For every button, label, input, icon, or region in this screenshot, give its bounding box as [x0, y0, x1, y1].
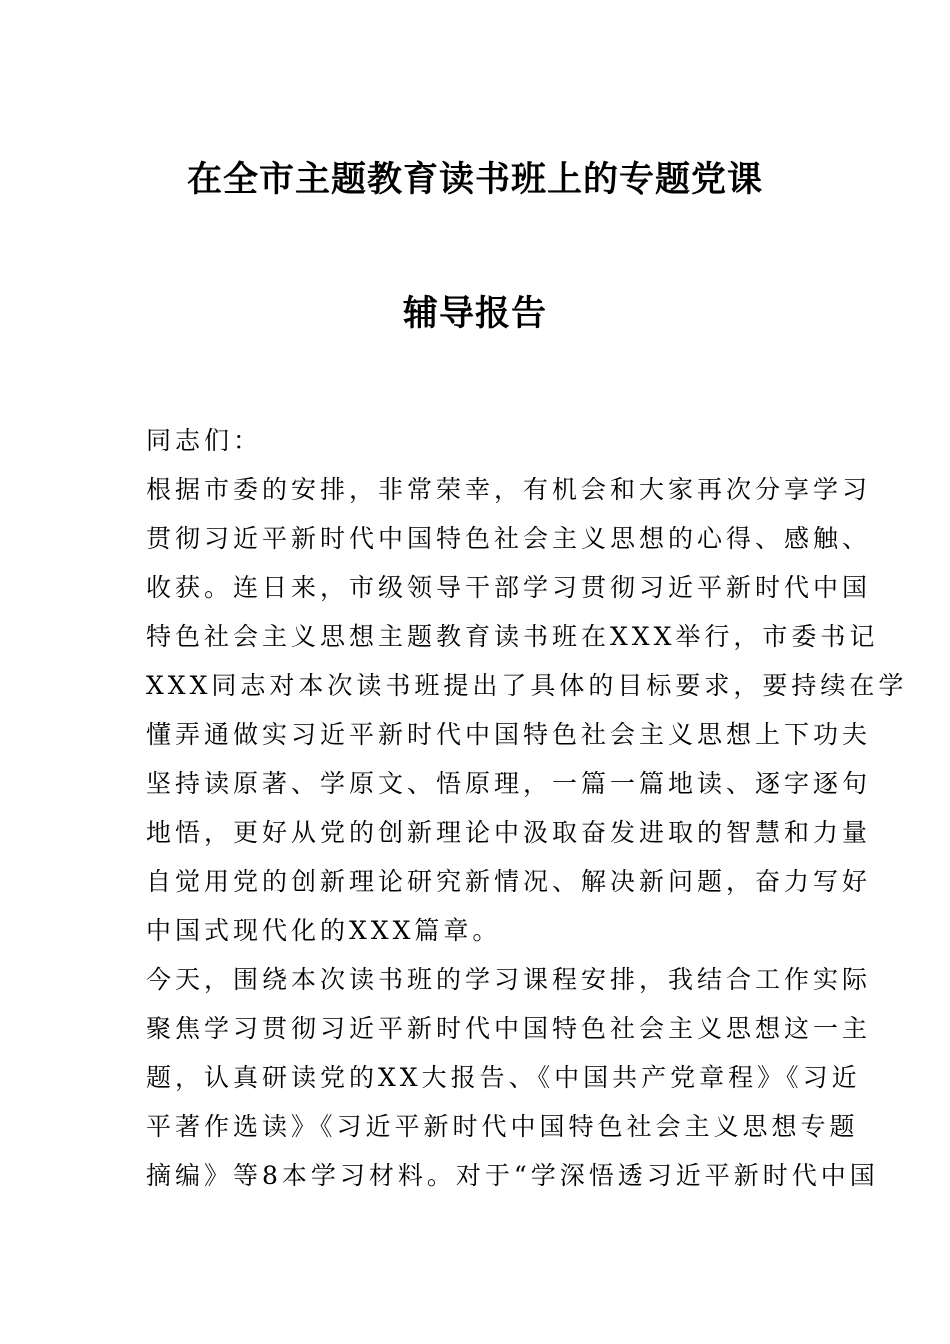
paragraph-1-line: 坚持读原著、学原文、悟原理，一篇一篇地读、逐字逐句 — [146, 769, 872, 798]
paragraph-1 — [146, 465, 908, 955]
document-title-line-1: 在全市主题教育读书班上的专题党课 — [186, 160, 763, 200]
paragraph-2-line: 今天，围绕本次读书班的学习课程安排，我结合工作实际 — [146, 965, 872, 994]
paragraph-1-line: 特色社会主义思想主题教育读书班在XXX举行，市委书记 — [146, 622, 879, 651]
paragraph-1-line: 收获。连日来，市级领导干部学习贯彻习近平新时代中国 — [146, 573, 872, 602]
paragraph-1-line: 中国式现代化的XXX篇章。 — [146, 916, 502, 945]
paragraph-1-line: 地悟，更好从党的创新理论中汲取奋发进取的智慧和力量 — [146, 818, 872, 847]
document-title-line-2: 辅导报告 — [402, 294, 547, 334]
salutation — [146, 416, 806, 465]
paragraph-1-line: 自觉用党的创新理论研究新情况、解决新问题，奋力写好 — [146, 867, 872, 896]
paragraph-1-line: 懂弄通做实习近平新时代中国特色社会主义思想上下功夫 — [146, 720, 872, 749]
paragraph-1-line: XXX同志对本次读书班提出了具体的目标要求，要持续在学 — [146, 671, 908, 700]
paragraph-2-line: 平著作选读》《习近平新时代中国特色社会主义思想专题 — [146, 1112, 859, 1141]
paragraph-2-line: 聚焦学习贯彻习近平新时代中国特色社会主义思想这一主 — [146, 1014, 872, 1043]
paragraph-2 — [146, 955, 879, 1200]
paragraph-1-line: 根据市委的安排，非常荣幸，有机会和大家再次分享学习 — [146, 475, 872, 504]
paragraph-2-line: 题，认真研读党的XX大报告、《中国共产党章程》《习近 — [146, 1063, 861, 1092]
paragraph-1-line: 贯彻习近平新时代中国特色社会主义思想的心得、感触、 — [146, 524, 872, 553]
salutation-text: 同志们： — [146, 426, 263, 455]
paragraph-2-line: 摘编》等8本学习材料。对于“学深悟透习近平新时代中国 — [146, 1161, 879, 1190]
